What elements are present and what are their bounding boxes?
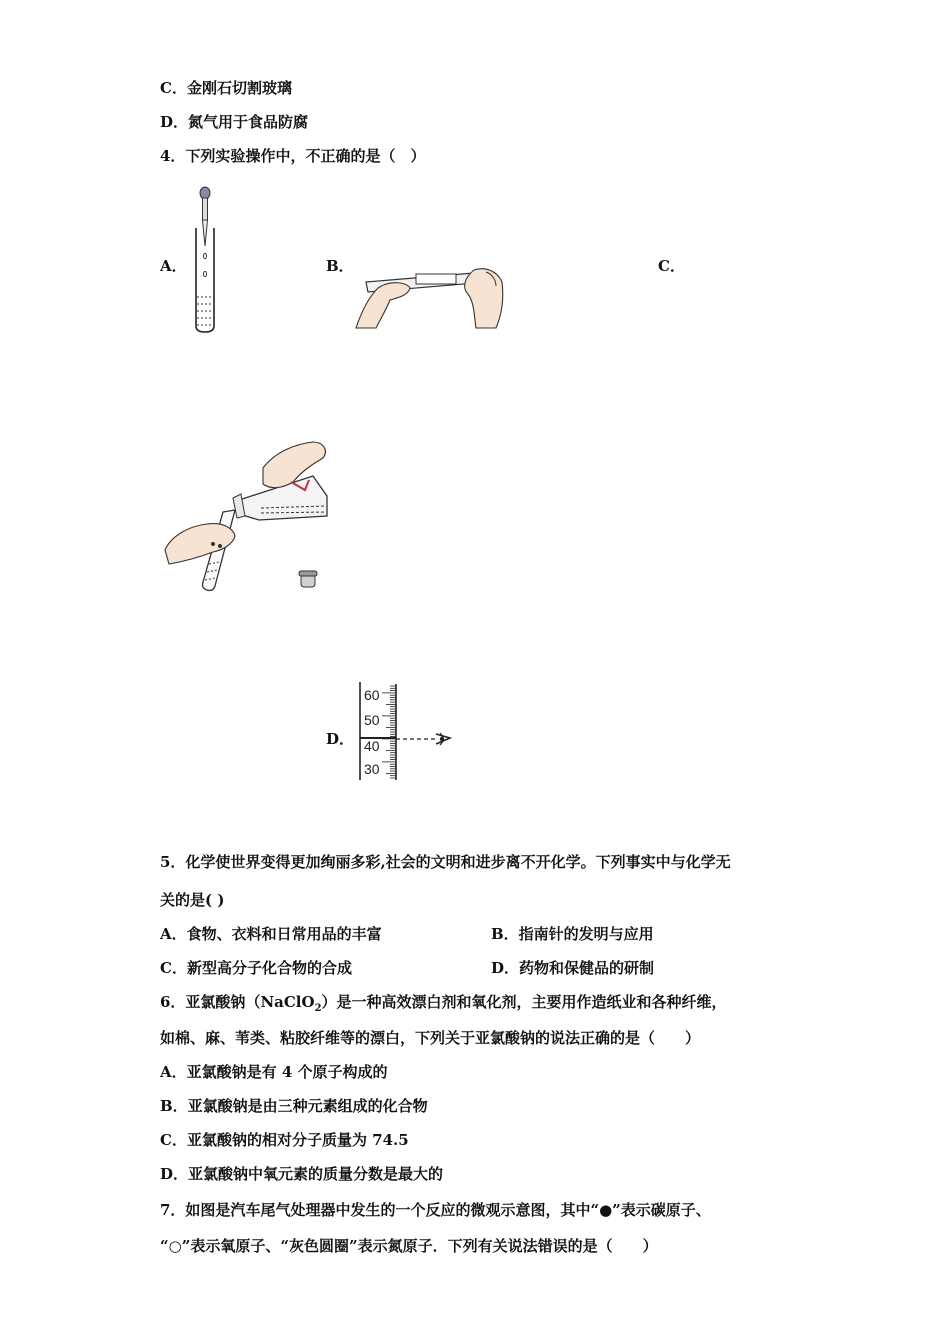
q6-option-b: B．亚氯酸钠是由三种元素组成的化合物 [160, 1097, 428, 1115]
pouring-liquid-illustration [163, 440, 333, 595]
dropper-test-tube-illustration [188, 186, 228, 334]
q7-stem-line2: “○”表示氧原子、“灰色圆圈”表示氮原子．下列有关说法错误的是（ ） [160, 1237, 658, 1255]
q5-option-c: C．新型高分子化合物的合成 [160, 959, 352, 977]
q3-option-d: D．氮气用于食品防腐 [160, 113, 309, 131]
q6-option-d: D．亚氯酸钠中氧元素的质量分数是最大的 [160, 1165, 444, 1183]
q4-label-b: B． [326, 257, 354, 275]
graduated-cylinder-reading-illustration [356, 682, 456, 782]
q6-stem-line1 [160, 992, 727, 1019]
q4-label-a: A． [160, 257, 187, 275]
q5-option-d: D．药物和保健品的研制 [491, 959, 655, 977]
q6-stem-post: ）是一种高效漂白剂和氧化剂，主要用作造纸业和各种纤维， [321, 993, 727, 1011]
q5-option-b: B．指南针的发明与应用 [491, 925, 654, 943]
q4-label-c: C． [658, 257, 685, 275]
q6-option-a: A．亚氯酸钠是有 4 个原子构成的 [160, 1063, 388, 1081]
cylinder-tick-label: 40 [364, 738, 380, 754]
q3-option-c: C．金刚石切割玻璃 [160, 79, 292, 97]
q6-stem-line2: 如棉、麻、苇类、粘胶纤维等的漂白，下列关于亚氯酸钠的说法正确的是（ ） [160, 1029, 701, 1047]
q6-formula-subscript: 2 [314, 1003, 322, 1014]
q5-stem-line1: 5．化学使世界变得更加绚丽多彩,社会的文明和进步离不开化学。下列事实中与化学无 [160, 853, 731, 871]
hands-holding-test-tube-illustration [356, 258, 506, 330]
q7-stem-line1: 7．如图是汽车尾气处理器中发生的一个反应的微观示意图，其中“●”表示碳原子、 [160, 1201, 711, 1219]
q5-stem-line2: 关的是( ) [160, 891, 225, 909]
q4-label-d: D． [326, 730, 355, 748]
q4-stem: 4．下列实验操作中，不正确的是（ ） [160, 147, 426, 165]
cylinder-tick-label: 60 [364, 687, 380, 703]
cylinder-tick-label: 30 [364, 761, 380, 777]
q6-option-c: C．亚氯酸钠的相对分子质量为 74.5 [160, 1131, 409, 1149]
q6-stem-pre: 6．亚氯酸钠（NaClO [160, 993, 315, 1011]
cylinder-tick-label: 50 [364, 712, 380, 728]
q5-option-a: A．食物、衣料和日常用品的丰富 [160, 925, 382, 943]
